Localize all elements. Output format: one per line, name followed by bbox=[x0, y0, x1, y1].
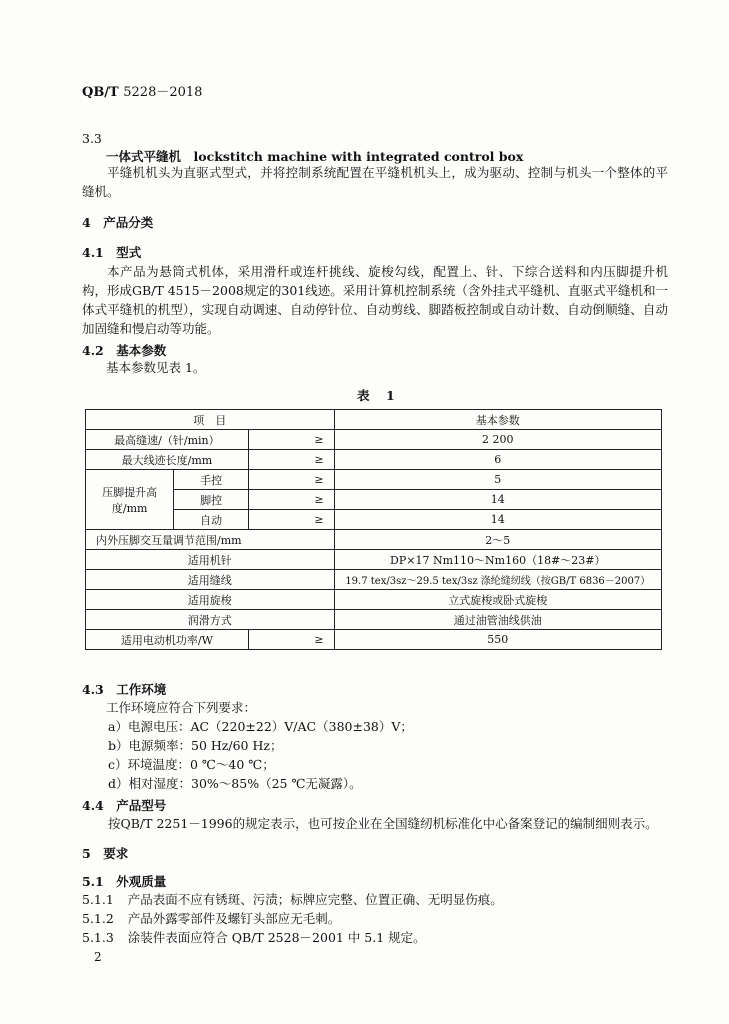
row-group-label: 压脚提升高度/mm bbox=[86, 470, 174, 530]
row-sub-label: 自动 bbox=[174, 510, 248, 530]
row-label: 最高缝速/（针/min） bbox=[86, 430, 249, 450]
section-5-1-heading: 5.1 外观质量 bbox=[82, 874, 167, 889]
section-4-2-heading: 4.2 基本参数 bbox=[82, 343, 167, 358]
row-label: 适用旋梭 bbox=[86, 590, 335, 610]
table-row bbox=[86, 530, 662, 550]
section-4-heading: 4 产品分类 bbox=[82, 215, 154, 230]
section-4-2-text: 基本参数见表 1。 bbox=[106, 360, 206, 375]
clause-number: 5.1.3 bbox=[82, 930, 114, 945]
row-sub-label: 脚控 bbox=[174, 490, 248, 510]
table-header-row bbox=[86, 410, 662, 430]
row-label: 适用电动机功率/W bbox=[86, 630, 249, 650]
row-symbol: ≥ bbox=[248, 490, 334, 510]
row-label: 适用机针 bbox=[86, 550, 335, 570]
section-5-1-3 bbox=[82, 929, 426, 947]
table-row bbox=[86, 590, 662, 610]
row-label: 内外压脚交互量调节范围/mm bbox=[86, 530, 335, 550]
section-4-1-heading: 4.1 型式 bbox=[82, 245, 142, 260]
row-value: 14 bbox=[334, 510, 661, 530]
row-sub-label: 手控 bbox=[174, 470, 248, 490]
section-5-1-2 bbox=[82, 910, 340, 928]
env-item-a: a）电源电压：AC（220±22）V/AC（380±38）V； bbox=[108, 719, 413, 734]
row-label: 适用缝线 bbox=[86, 570, 335, 590]
env-item-c: c）环境温度：0 ℃～40 ℃； bbox=[108, 757, 275, 772]
row-value: 2～5 bbox=[334, 530, 661, 550]
row-value: 立式旋梭或卧式旋梭 bbox=[334, 590, 661, 610]
row-symbol: ≥ bbox=[248, 430, 334, 450]
table-row bbox=[86, 430, 662, 450]
section-4-4-heading: 4.4 产品型号 bbox=[82, 798, 167, 813]
section-3-3-title: 一体式平缝机 lockstitch machine with integrated control box bbox=[106, 149, 524, 164]
section-4-3-intro: 工作环境应符合下列要求： bbox=[106, 700, 257, 715]
section-5-1-1 bbox=[82, 891, 503, 909]
clause-number: 5.1.2 bbox=[82, 911, 114, 926]
row-symbol: ≥ bbox=[248, 510, 334, 530]
row-value: 2 200 bbox=[334, 430, 661, 450]
section-4-4-text: 按QB/T 2251－1996的规定表示，也可按企业在全国缝纫机标准化中心备案登记的编制细则表示。 bbox=[108, 816, 658, 831]
table-row bbox=[86, 570, 662, 590]
table-row bbox=[86, 630, 662, 650]
row-symbol: ≥ bbox=[248, 450, 334, 470]
clause-text: 产品表面不应有锈斑、污渍；标牌应完整、位置正确、无明显伤痕。 bbox=[127, 892, 503, 907]
row-value: 550 bbox=[334, 630, 661, 650]
row-symbol: ≥ bbox=[248, 630, 334, 650]
row-value: DP×17 Nm110～Nm160（18#～23#） bbox=[334, 550, 661, 570]
section-4-3-heading: 4.3 工作环境 bbox=[82, 682, 167, 697]
env-item-d: d）相对湿度：30%～85%（25 ℃无凝露）。 bbox=[108, 776, 362, 791]
row-label: 润滑方式 bbox=[86, 610, 335, 630]
row-value: 14 bbox=[334, 490, 661, 510]
document-code bbox=[82, 81, 202, 100]
section-5-heading: 5 要求 bbox=[82, 846, 129, 861]
row-symbol: ≥ bbox=[248, 470, 334, 490]
table-row bbox=[86, 450, 662, 470]
env-item-b: b）电源频率：50 Hz/60 Hz； bbox=[108, 738, 283, 753]
table-row bbox=[86, 550, 662, 570]
code-prefix: QB/T bbox=[82, 85, 119, 100]
row-value: 19.7 tex/3sz～29.5 tex/3sz 涤纶缝纫线（按GB/T 6836－2007） bbox=[334, 570, 661, 590]
header-item: 项 目 bbox=[86, 410, 335, 430]
section-3-3-text: 平缝机机头为直驱式型式，并将控制系统配置在平缝机机头上，成为驱动、控制与机头一个整体的平缝机。 bbox=[82, 165, 668, 199]
table-caption: 表 1 bbox=[357, 388, 397, 403]
row-value: 5 bbox=[334, 470, 661, 490]
table-row bbox=[86, 470, 662, 490]
page-number: 2 bbox=[94, 950, 102, 964]
row-label: 最大线迹长度/mm bbox=[86, 450, 249, 470]
parameter-table bbox=[85, 409, 662, 650]
row-value: 通过油管油线供油 bbox=[334, 610, 661, 630]
row-value: 6 bbox=[334, 450, 661, 470]
code-number: 5228－2018 bbox=[123, 85, 203, 100]
clause-text: 产品外露零部件及螺钉头部应无毛刺。 bbox=[127, 911, 341, 926]
header-value: 基本参数 bbox=[334, 410, 661, 430]
clause-number: 5.1.1 bbox=[82, 892, 114, 907]
section-4-1-text: 本产品为悬筒式机体，采用滑杆或连杆挑线、旋梭勾线，配置上、针、下综合送料和内压脚提升机构，形成GB/T 4515－2008规定的301线迹。采用计算机控制系统（含外挂式平缝机、直驱式平缝机和一体式平缝机的机型），实现自动调速、自动停针位、自动剪线、脚踏板控制或自动计数、自动倒顺缝、自动加固缝和慢启动等功能。 bbox=[82, 264, 668, 336]
clause-text: 涂装件表面应符合 QB/T 2528－2001 中 5.1 规定。 bbox=[127, 930, 426, 945]
table-row bbox=[86, 610, 662, 630]
section-3-3-number: 3.3 bbox=[82, 131, 102, 146]
